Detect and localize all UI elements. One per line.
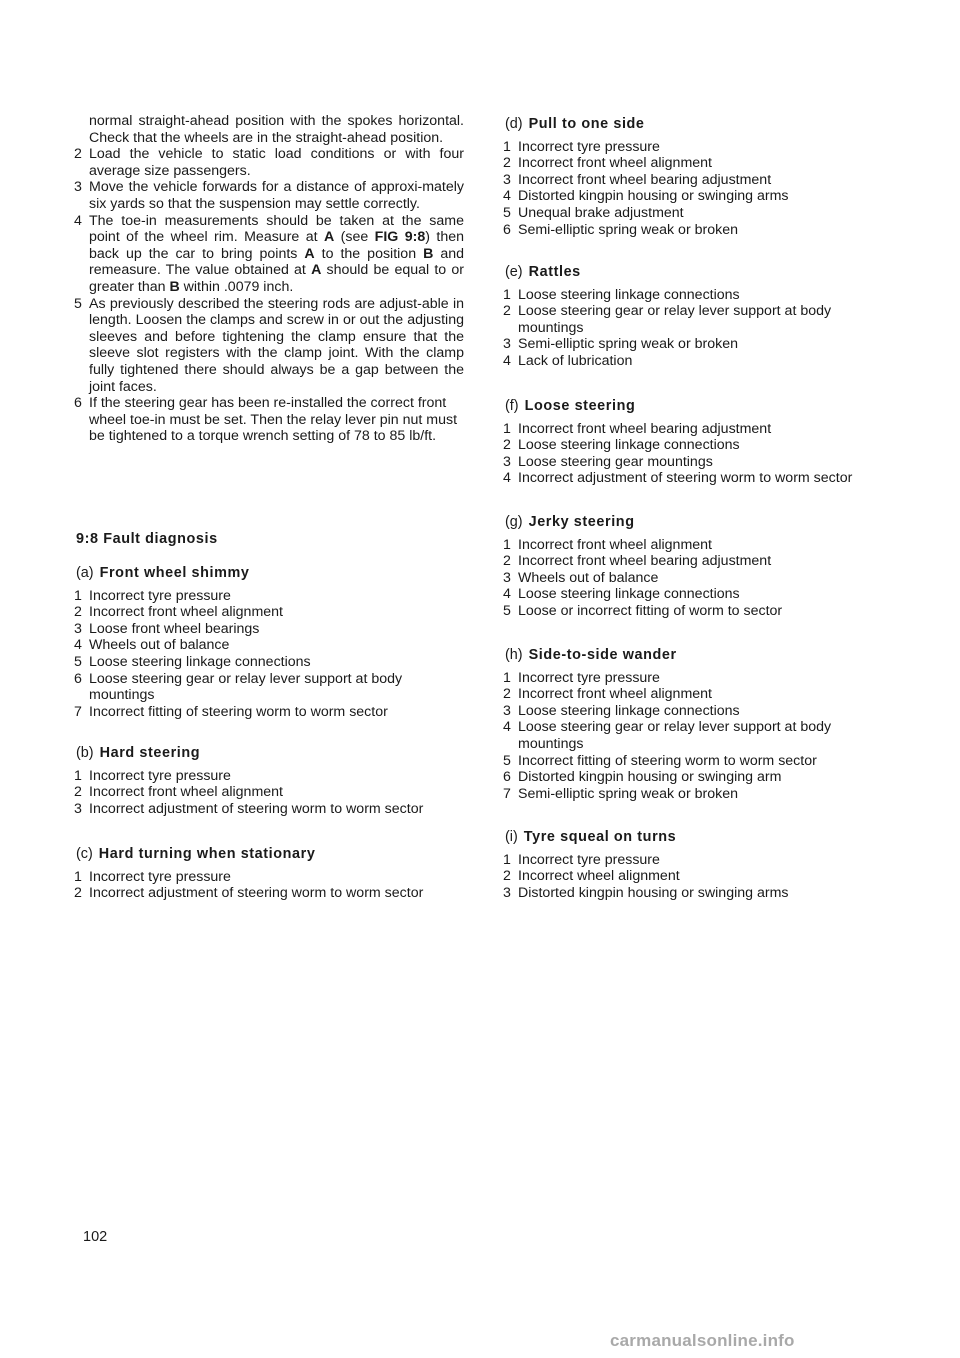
fault-group-hard-steering [74, 745, 464, 817]
cause-item: 3 Distorted kingpin housing or swinging arms [503, 884, 789, 901]
cause-item: 1 Incorrect tyre pressure [74, 868, 231, 885]
fault-group-heading: (c) Hard turning when stationary [76, 846, 316, 862]
fault-group-heading: (d) Pull to one side [505, 116, 645, 132]
cause-list [503, 537, 895, 620]
watermark: carmanualsonline.info [610, 1331, 795, 1350]
cause-item: 3 Loose steering gear mountings [503, 453, 713, 470]
cause-item: 1 Incorrect tyre pressure [503, 669, 660, 686]
cause-item: 2 Incorrect adjustment of steering worm to worm sector [74, 885, 424, 902]
procedure-step-4: 4 The toe-in measurements should be taken at the same point of the wheel rim. Measure at A (see FIG 9:8) then back up the car to bring points A to the position B and remeasure. The value obtained at A should be equal to or greater than B within .0079 inch. [74, 212, 465, 295]
cause-item: 5 Loose steering linkage connections [74, 653, 311, 670]
procedure-step-5: 5 As previously described the steering rods are adjust-able in length. Loosen the clamps and screw in or out the adjusting sleeves and before tightening the clamp ensure that the sleeve slot registers with the clamp joint. With the clamp fully tightened there should always be a gap between the joint faces. [74, 295, 464, 395]
fault-group-heading: (f) Loose steering [505, 398, 636, 414]
procedure-step-2: 2 Load the vehicle to static load conditions or with four average size passengers. [74, 146, 464, 179]
cause-item: 4 Loose steering linkage connections [503, 586, 740, 603]
cause-item: 1 Incorrect tyre pressure [503, 138, 660, 155]
figure-reference: FIG 9:8 [374, 229, 426, 246]
cause-item: 3 Semi-elliptic spring weak or broken [503, 336, 738, 353]
cause-list [503, 670, 895, 803]
cause-item: 5 Incorrect fitting of steering worm to worm sector [503, 752, 817, 769]
cause-list [503, 421, 895, 487]
cause-item: 4 Distorted kingpin housing or swinging arms [503, 188, 789, 205]
cause-item: 5 Unequal brake adjustment [503, 204, 684, 221]
fault-group-front-wheel-shimmy [74, 565, 464, 720]
cause-item: 3 Loose steering linkage connections [503, 702, 740, 719]
procedure-step-6: 6 If the steering gear has been re-installed the correct front wheel toe-in must be set. Then the relay lever pin nut must be tightened to a torque wrench setting of 78 to 85 lb/ft. [74, 395, 458, 445]
fault-group-heading: (g) Jerky steering [505, 514, 635, 530]
cause-item: 3 Incorrect front wheel bearing adjustment [503, 171, 772, 188]
cause-item: 2 Incorrect front wheel alignment [503, 686, 712, 703]
cause-item: 4 Loose steering gear or relay lever support at body mountings [503, 719, 832, 752]
cause-item: 4 Wheels out of balance [74, 637, 230, 654]
fault-group-pull-to-one-side [503, 116, 895, 238]
cause-item: 2 Incorrect front wheel alignment [503, 155, 712, 172]
procedure-step-3: 3 Move the vehicle forwards for a distance of approxi-mately six yards so that the suspension may settle correctly. [74, 179, 464, 212]
cause-item: 1 Incorrect tyre pressure [74, 587, 231, 604]
cause-item: 2 Incorrect front wheel bearing adjustment [503, 553, 772, 570]
fault-group-heading: (b) Hard steering [76, 745, 201, 761]
continued-step-text: normal straight-ahead position with the spokes horizontal. Check that the wheels are in the straight-ahead position. [89, 113, 464, 146]
section-heading: 9:8 Fault diagnosis [76, 531, 218, 547]
fault-group-heading: (i) Tyre squeal on turns [505, 829, 677, 845]
cause-item: 2 Loose steering gear or relay lever support at body mountings [503, 303, 832, 336]
cause-item: 5 Loose or incorrect fitting of worm to sector [503, 602, 783, 619]
cause-item: 2 Incorrect front wheel alignment [74, 604, 283, 621]
cause-list [74, 768, 464, 818]
fault-group-jerky-steering [503, 514, 895, 620]
cause-item: 7 Semi-elliptic spring weak or broken [503, 785, 738, 802]
page-number: 102 [83, 1229, 108, 1245]
cause-item: 2 Loose steering linkage connections [503, 437, 740, 454]
cause-list [74, 588, 464, 721]
fault-group-heading: (e) Rattles [505, 264, 581, 280]
cause-item: 3 Wheels out of balance [503, 569, 659, 586]
cause-item: 4 Incorrect adjustment of steering worm to worm sector [503, 470, 853, 487]
cause-item: 3 Incorrect adjustment of steering worm to worm sector [74, 800, 424, 817]
cause-item: 1 Incorrect front wheel alignment [503, 536, 712, 553]
cause-item: 6 Loose steering gear or relay lever support at body mountings [74, 670, 403, 704]
cause-item: 6 Distorted kingpin housing or swinging arm [503, 769, 782, 786]
cause-item: 1 Incorrect tyre pressure [503, 851, 660, 868]
cause-item: 2 Incorrect front wheel alignment [74, 784, 283, 801]
cause-item: 1 Loose steering linkage connections [503, 286, 740, 303]
cause-list [503, 139, 895, 239]
fault-group-loose-steering [503, 398, 895, 487]
cause-item: 3 Loose front wheel bearings [74, 620, 260, 637]
cause-item: 2 Incorrect wheel alignment [503, 868, 680, 885]
fault-group-heading: (a) Front wheel shimmy [76, 565, 250, 581]
cause-item: 6 Semi-elliptic spring weak or broken [503, 221, 738, 238]
cause-list [503, 852, 895, 902]
fault-group-side-to-side-wander [503, 647, 895, 802]
cause-item: 4 Lack of lubrication [503, 352, 633, 369]
toe-in-procedure [74, 113, 464, 445]
fault-group-heading: (h) Side-to-side wander [505, 647, 677, 663]
fault-group-hard-turning-when-stationary [74, 846, 464, 902]
cause-item: 7 Incorrect fitting of steering worm to worm sector [74, 703, 388, 720]
cause-list [503, 287, 895, 370]
fault-group-rattles [503, 264, 895, 370]
cause-item: 1 Incorrect front wheel bearing adjustment [503, 420, 772, 437]
fault-group-tyre-squeal-on-turns [503, 829, 895, 901]
cause-item: 1 Incorrect tyre pressure [74, 767, 231, 784]
cause-list [74, 869, 464, 902]
